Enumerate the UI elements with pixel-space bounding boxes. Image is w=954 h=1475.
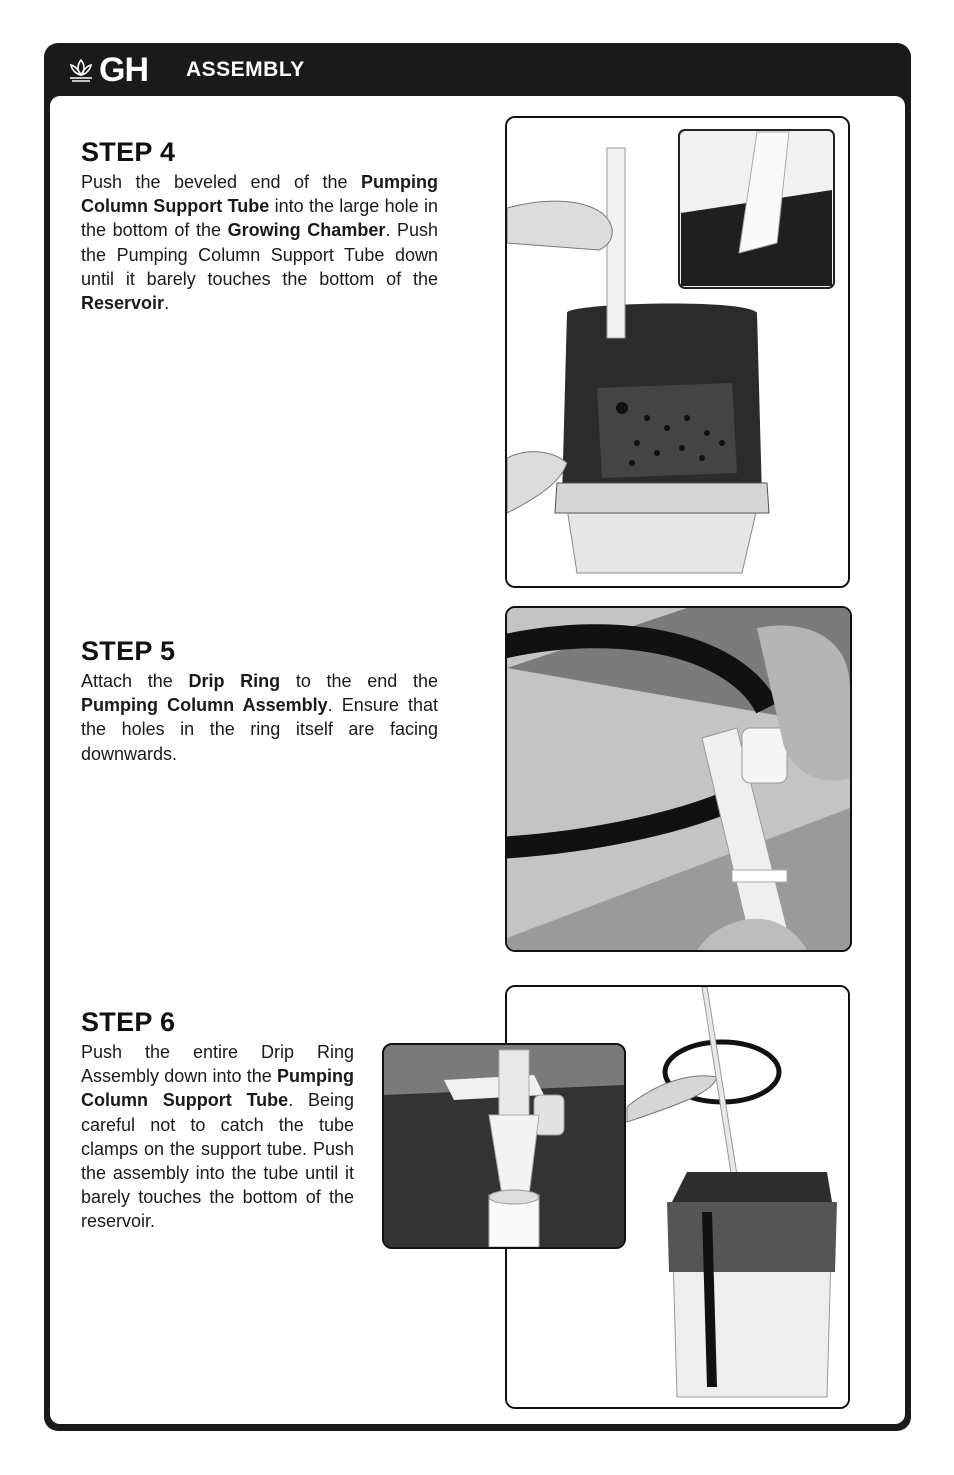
step-6-text: Push the entire Drip Ring Assembly down into the Pumping Column Support Tube. Being careful not to catch the tube clamps on the support tube. Push the assembly into the tube until it barely touches the bottom of the reservoir. <box>81 1042 354 1232</box>
step-5-title: STEP 5 <box>81 636 176 666</box>
step-6-title: STEP 6 <box>81 1007 176 1037</box>
step-5-photo <box>505 606 852 952</box>
step-5-text: Attach the Drip Ring to the end the Pumping Column Assembly. Ensure that the holes in the ring itself are facing downwards. <box>81 671 439 764</box>
logo-text: GH <box>99 51 148 89</box>
step-4-text: Push the beveled end of the Pumping Column Support Tube into the large hole in the bottom of the Growing Chamber. Push the Pumping Column Support Tube down until it barely touches the bottom of the Reservoir. <box>81 172 439 314</box>
section-title: ASSEMBLY <box>186 58 305 81</box>
step-4-photo <box>505 116 850 588</box>
lotus-icon <box>66 56 96 86</box>
step-4-title: STEP 4 <box>81 137 176 167</box>
step-6-inset-photo <box>382 1043 626 1249</box>
gh-logo <box>66 51 148 90</box>
